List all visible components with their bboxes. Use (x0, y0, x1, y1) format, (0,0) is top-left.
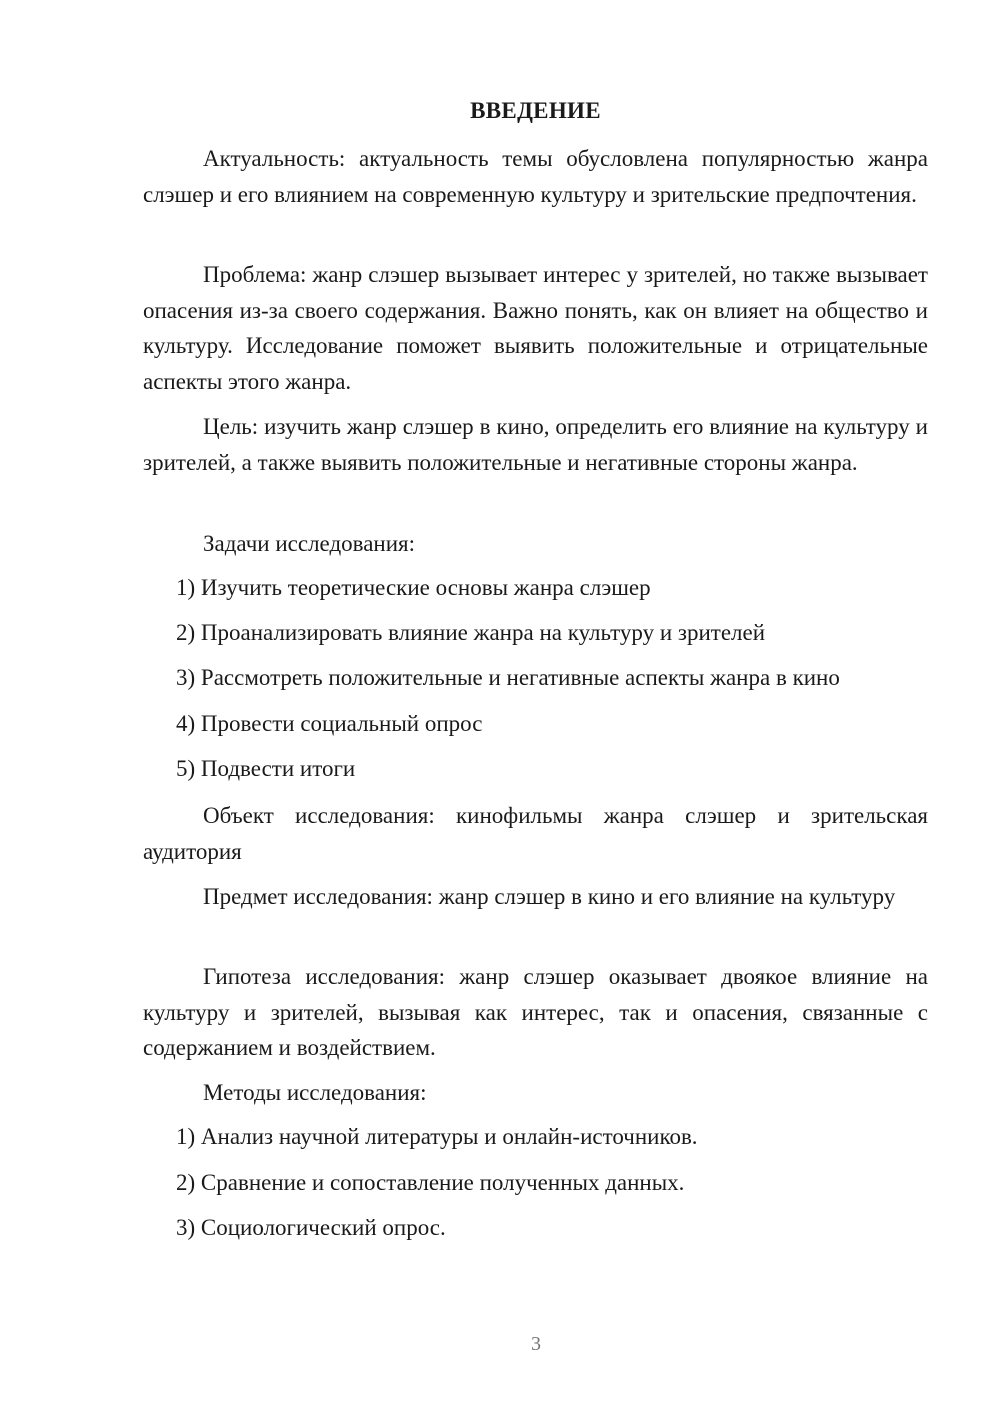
list-item: 3) Рассмотреть положительные и негативные аспекты жанра в кино (176, 665, 840, 690)
section-title: ВВЕДЕНИЕ (470, 98, 601, 123)
relevance-paragraph: Актуальность: актуальность темы обусловлена популярностью жанра слэшер и его влиянием на современную культуру и зрительские предпочтения. (143, 146, 928, 207)
list-item: 2) Проанализировать влияние жанра на культуру и зрителей (176, 620, 766, 645)
list-item: 5) Подвести итоги (176, 756, 356, 781)
list-item: 3) Социологический опрос. (176, 1215, 446, 1240)
object-paragraph: Объект исследования: кинофильмы жанра слэшер и зрительская аудитория (143, 803, 928, 864)
list-item: 1) Анализ научной литературы и онлайн-источников. (176, 1124, 698, 1149)
goal-paragraph: Цель: изучить жанр слэшер в кино, определить его влияние на культуру и зрителей, а также выявить положительные и негативные стороны жанра. (143, 414, 928, 475)
methods-heading: Методы исследования: (203, 1080, 427, 1105)
tasks-heading: Задачи исследования: (203, 531, 416, 556)
list-item: 2) Сравнение и сопоставление полученных данных. (176, 1170, 685, 1195)
page-number: 3 (531, 1333, 541, 1355)
problem-paragraph: Проблема: жанр слэшер вызывает интерес у зрителей, но также вызывает опасения из-за своего содержания. Важно понять, как он влияет на общество и культуру. Исследование поможет выявить положительные и отрицательные аспекты этого жанра. (143, 262, 928, 394)
list-item: 4) Провести социальный опрос (176, 711, 483, 736)
list-item: 1) Изучить теоретические основы жанра слэшер (176, 575, 651, 600)
hypothesis-paragraph: Гипотеза исследования: жанр слэшер оказывает двоякое влияние на культуру и зрителей, вызывая как интерес, так и опасения, связанные с содержанием и воздействием. (143, 964, 928, 1060)
subject-paragraph: Предмет исследования: жанр слэшер в кино и его влияние на культуру (203, 884, 896, 909)
